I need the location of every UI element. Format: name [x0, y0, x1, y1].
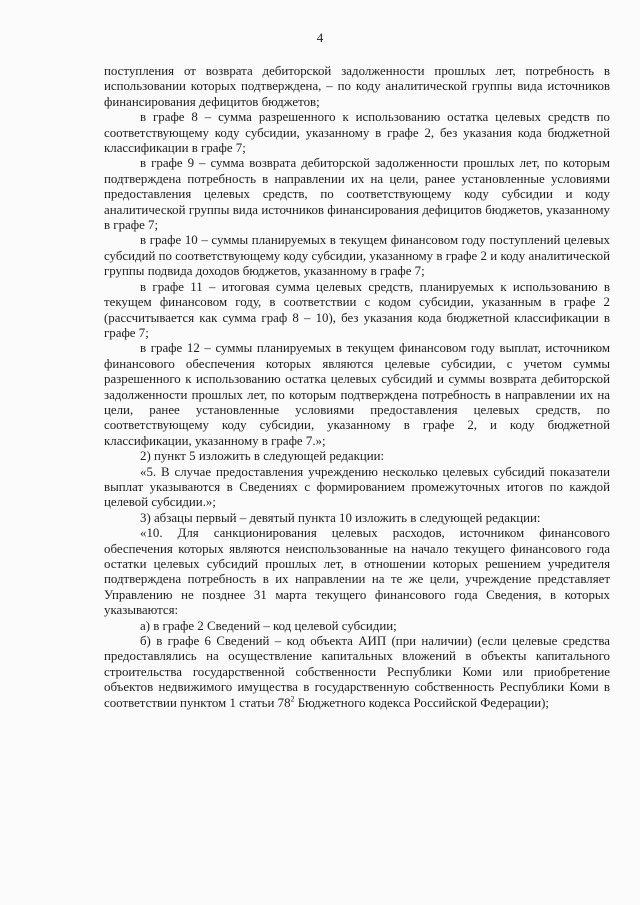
- paragraph-text-tail: Бюджетного кодекса Российской Федерации);: [294, 695, 549, 710]
- paragraph-text: в графе 9 – сумма возврата дебиторской задолженности прошлых лет, по которым подтверждена потребность в направлении их на цели, ранее установленные условиями предоставления целевых средств, по соответствующему коду субсидии и коду аналитической группы вида источников финансирования дефицитов бюджетов, указанному в графе 7;: [104, 156, 610, 233]
- paragraph-p9: [104, 511, 610, 526]
- paragraph-p4: [104, 233, 610, 279]
- paragraph-text: 3) абзацы первый – девятый пункта 10 изложить в следующей редакции:: [140, 510, 541, 525]
- paragraph-p12: [104, 634, 610, 711]
- paragraph-text: в графе 11 – итоговая сумма целевых средств, планируемых к использованию в текущем финансовом году, в соответствии с кодом субсидии, указанным в графе 2 (рассчитывается как сумма граф 8 – 10), без указания кода бюджетной классификации в графе 7;: [104, 279, 610, 340]
- paragraph-text: 2) пункт 5 изложить в следующей редакции:: [140, 449, 385, 464]
- paragraph-p3: [104, 156, 610, 233]
- superscript: 2: [290, 694, 295, 704]
- document-body: [104, 64, 610, 711]
- paragraph-p6: [104, 341, 610, 449]
- page-number: 4: [316, 30, 324, 45]
- paragraph-text: в графе 8 – сумма разрешенного к использованию остатка целевых средств по соответствующему коду субсидии, указанному в графе 2, без указания кода бюджетной классификации в графе 7;: [104, 110, 610, 156]
- paragraph-text: «5. В случае предоставления учреждению несколько целевых субсидий показатели выплат указываются в Сведениях с формированием промежуточных итогов по каждой целевой субсидии.»;: [104, 464, 610, 510]
- paragraph-text: в графе 12 – суммы планируемых в текущем финансовом году выплат, источником финансового обеспечения которых являются целевые субсидии, с учетом суммы разрешенного к использованию остатка целевых субсидий и суммы возврата дебиторской задолженности прошлых лет, по которым подтверждена потребность в направлении их на цели, ранее установленные условиями предоставления целевых средств, по соответствующему коду субсидии, указанному в графе 2, и коду бюджетной классификации, указанному в графе 7.»;: [104, 341, 610, 448]
- paragraph-p11: [104, 619, 610, 634]
- paragraph-p10: [104, 526, 610, 618]
- paragraph-text: «10. Для санкционирования целевых расходов, источником финансового обеспечения которых являются неиспользованные на начало текущего финансового года остатки целевых субсидий прошлых лет, в отношении которых решением учредителя подтверждена потребность в их направлении на те же цели, учреждение представляет Управлению не позднее 31 марта текущего финансового года Сведения, в которых указываются:: [104, 526, 610, 618]
- paragraph-text: в графе 10 – суммы планируемых в текущем финансовом году поступлений целевых субсидий по соответствующему коду субсидии, указанному в графе 2 и коду аналитической группы подвида доходов бюджетов, указанному в графе 7;: [104, 233, 610, 279]
- paragraph-text: б) в графе 6 Сведений – код объекта АИП (при наличии) (если целевые средства предоставлялись на осуществление капитальных вложений в объекты капитального строительства государственной собственности Республики Коми или приобретение объектов недвижимого имущества в государственную собственность Республики Коми в соответствии пунктом 1 статьи 78: [104, 634, 610, 710]
- paragraph-p2: [104, 110, 610, 156]
- paragraph-p8: [104, 465, 610, 511]
- paragraph-p1: [104, 64, 610, 110]
- paragraph-p5: [104, 280, 610, 342]
- paragraph-text: поступления от возврата дебиторской задолженности прошлых лет, потребность в использовании которых подтверждена, – по коду аналитической группы вида источников финансирования дефицитов бюджетов;: [104, 64, 610, 109]
- paragraph-p7: [104, 449, 610, 464]
- paragraph-text: а) в графе 2 Сведений – код целевой субсидии;: [140, 618, 397, 633]
